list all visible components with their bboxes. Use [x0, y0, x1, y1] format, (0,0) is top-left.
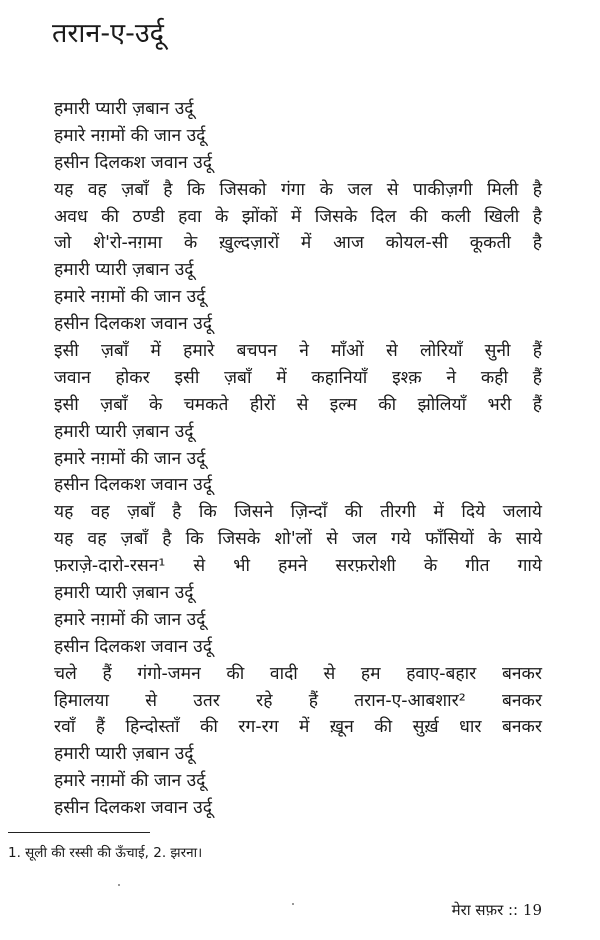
poem-title: तरान-ए-उर्दू — [52, 18, 164, 49]
footnote: 1. सूली की रस्सी की ऊँचाई, 2. झरना। — [8, 845, 203, 861]
poem-line: जवान होकर इसी ज़बाँ में कहानियाँ इश्क़ ने कही हैं — [54, 367, 542, 388]
poem-line: यह वह ज़बाँ है कि जिसने ज़िन्दाँ की तीरगी में दिये जलाये — [54, 502, 542, 523]
poem-line: हमारी प्यारी ज़बान उर्दू — [54, 744, 194, 765]
poem-line: फ़राज़े-दारो-रसन¹ से भी हमने सरफ़रोशी के गीत गाये — [54, 556, 542, 577]
poem-line: जो शे'रो-नग़मा के ख़ुल्दज़ारों में आज कोयल-सी कूकती है — [54, 233, 542, 254]
print-speck — [118, 884, 120, 886]
poem-line: हमारे नग़मों की जान उर्दू — [54, 771, 206, 792]
poem-line: हसीन दिलकश जवान उर्दू — [54, 798, 212, 819]
poem-line: इसी ज़बाँ में हमारे बचपन ने माँओं से लोरियाँ सुनी हैं — [54, 341, 542, 362]
page-number: 19 — [522, 901, 542, 919]
poem-line: हमारे नग़मों की जान उर्दू — [54, 287, 206, 308]
poem-line: इसी ज़बाँ के चमकते हीरों से इल्म की झोलियाँ भरी हैं — [54, 394, 542, 415]
poem-line: हमारी प्यारी ज़बान उर्दू — [54, 99, 194, 119]
poem-line: यह वह ज़बाँ है कि जिसके शो'लों से जल गये फाँसियों के साये — [54, 529, 542, 550]
poem-line: अवध की ठण्डी हवा के झोंकों में जिसके दिल की कली खिली है — [54, 206, 542, 227]
poem-line: हमारी प्यारी ज़बान उर्दू — [54, 583, 194, 604]
poem-line: हमारी प्यारी ज़बान उर्दू — [54, 421, 194, 442]
poem-line: यह वह ज़बाँ है कि जिसको गंगा के जल से पाकीज़गी मिली है — [54, 179, 542, 200]
poem-line: हिमालया से उतर रहे हैं तरान-ए-आबशार² बनकर — [54, 690, 542, 711]
page-footer — [452, 900, 542, 920]
poem-line: हसीन दिलकश जवान उर्दू — [54, 152, 212, 173]
poem-body — [54, 96, 542, 822]
poem-line: हमारी प्यारी ज़बान उर्दू — [54, 260, 194, 281]
poem-line: हसीन दिलकश जवान उर्दू — [54, 314, 212, 335]
poem-line: हसीन दिलकश जवान उर्दू — [54, 636, 212, 657]
book-title-footer: मेरा सफ़र :: — [451, 901, 519, 919]
poem-line: हमारे नग़मों की जान उर्दू — [54, 609, 206, 630]
poem-line: रवाँ हैं हिन्दोस्ताँ की रग-रग में ख़ून की सुर्ख़ धार बनकर — [54, 717, 542, 738]
poem-line: हमारे नग़मों की जान उर्दू — [54, 125, 206, 146]
poem-line: चले हैं गंगो-जमन की वादी से हम हवाए-बहार बनकर — [54, 663, 542, 684]
print-speck — [292, 903, 294, 905]
poem-line: हमारे नग़मों की जान उर्दू — [54, 448, 206, 469]
footnote-divider — [8, 832, 150, 833]
poem-line: हसीन दिलकश जवान उर्दू — [54, 475, 212, 496]
